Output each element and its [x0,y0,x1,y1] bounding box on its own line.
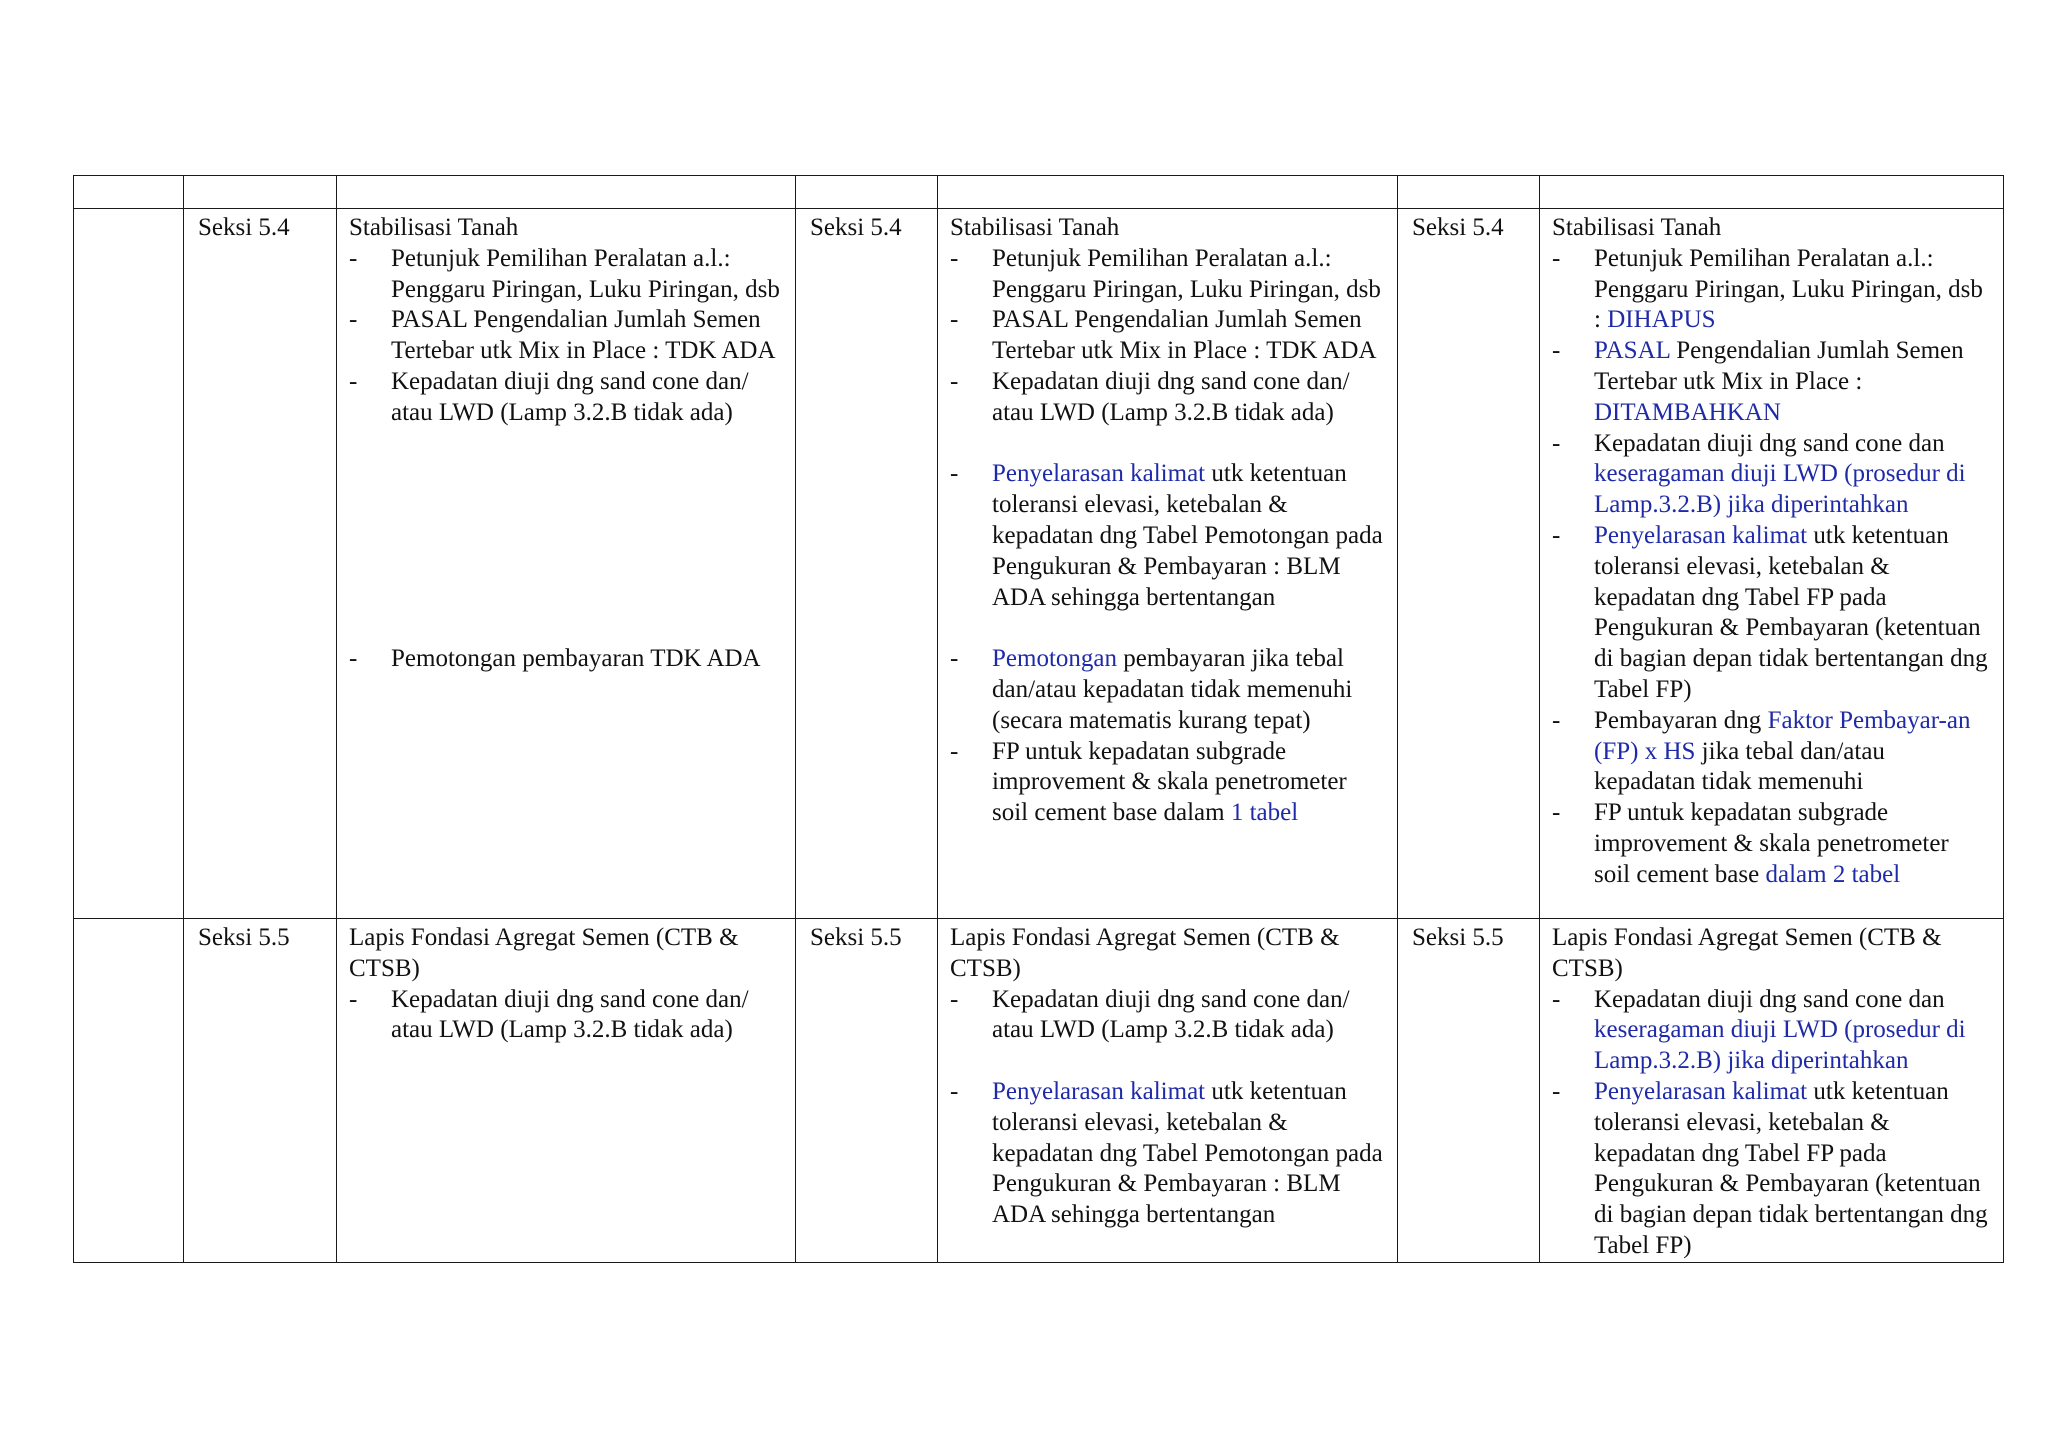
list-item: - Petunjuk Pemilihan Peralatan a.l.: Penggaru Piringan, Luku Piringan, dsb : DIHAPUS [1552,244,1983,334]
section-title: Stabilisasi Tanah [349,214,519,241]
table-cell [337,176,796,209]
list-item: - Kepadatan diuji dng sand cone dan/ atau LWD (Lamp 3.2.B tidak ada) [349,985,749,1044]
table-cell [74,176,184,209]
section-title: Lapis Fondasi Agregat Semen (CTB & CTSB) [950,924,1346,982]
list-item: - Kepadatan diuji dng sand cone dan keseragaman diuji LWD (prosedur di Lamp.3.2.B) jika diperintahkan [1552,985,1966,1075]
list-item: - Pemotongan pembayaran TDK ADA [349,645,761,673]
list-item: - PASAL Pengendalian Jumlah Semen Tertebar utk Mix in Place : TDK ADA [349,306,776,365]
section-number: Seksi 5.4 [796,209,938,919]
list-item: - Penyelarasan kalimat utk ketentuan toleransi elevasi, ketebalan & kepadatan dng Tabel FP pada Pengukuran & Pembayaran (ketentuan di bagian depan tidak bertentangan dng Tabel FP) [1552,521,1988,703]
comparison-table [73,175,2004,1263]
section-title: Lapis Fondasi Agregat Semen (CTB & CTSB) [349,924,745,982]
list-item: - Petunjuk Pemilihan Peralatan a.l.: Penggaru Piringan, Luku Piringan, dsb [349,244,780,303]
old-spec-cell [337,919,796,1263]
table-cell [938,176,1398,209]
draft-spec-cell [938,919,1398,1263]
table-cell [74,919,184,1263]
revised-spec-cell [1540,919,2004,1263]
list-item: - Penyelarasan kalimat utk ketentuan toleransi elevasi, ketebalan & kepadatan dng Tabel Pemotongan pada Pengukuran & Pembayaran : BLM ADA sehingga bertentangan [950,460,1383,611]
table-cell [1540,176,2004,209]
list-item: - Petunjuk Pemilihan Peralatan a.l.: Penggaru Piringan, Luku Piringan, dsb [950,244,1381,303]
old-spec-cell [337,209,796,919]
list-item: - Penyelarasan kalimat utk ketentuan toleransi elevasi, ketebalan & kepadatan dng Tabel Pemotongan pada Pengukuran & Pembayaran : BLM ADA sehingga bertentangan [950,1077,1383,1229]
table-row [74,919,2004,1263]
list-item: - Kepadatan diuji dng sand cone dan keseragaman diuji LWD (prosedur di Lamp.3.2.B) jika diperintahkan [1552,429,1966,519]
table-cell [796,176,938,209]
list-item: - Kepadatan diuji dng sand cone dan/ atau LWD (Lamp 3.2.B tidak ada) [349,367,749,426]
section-title: Stabilisasi Tanah [1552,214,1722,241]
list-item: - FP untuk kepadatan subgrade improvement & skala penetrometer soil cement base dalam 2 tabel [1552,799,1949,888]
table-header-row [74,176,2004,209]
section-number: Seksi 5.5 [796,919,938,1263]
section-number: Seksi 5.5 [184,919,337,1263]
list-item: - PASAL Pengendalian Jumlah Semen Tertebar utk Mix in Place : DITAMBAHKAN [1552,337,1964,426]
list-item: - FP untuk kepadatan subgrade improvement & skala penetrometer soil cement base dalam 1 tabel [950,737,1347,827]
table-row [74,209,2004,919]
section-number: Seksi 5.4 [184,209,337,919]
table-cell [1398,176,1540,209]
table-cell [74,209,184,919]
list-item: - Pemotongan pembayaran jika tebal dan/atau kepadatan tidak memenuhi (secara matematis kurang tepat) [950,645,1353,734]
draft-spec-cell [938,209,1398,919]
list-item: - Penyelarasan kalimat utk ketentuan toleransi elevasi, ketebalan & kepadatan dng Tabel FP pada Pengukuran & Pembayaran (ketentuan di bagian depan tidak bertentangan dng Tabel FP) [1552,1077,1988,1259]
section-title: Lapis Fondasi Agregat Semen (CTB & CTSB) [1552,924,1948,982]
revised-spec-cell [1540,209,2004,919]
section-number: Seksi 5.5 [1398,919,1540,1263]
section-title: Stabilisasi Tanah [950,214,1120,241]
section-number: Seksi 5.4 [1398,209,1540,919]
list-item: - Pembayaran dng Faktor Pembayar-an (FP) x HS jika tebal dan/atau kepadatan tidak memenuhi [1552,706,1971,796]
list-item: - Kepadatan diuji dng sand cone dan/ atau LWD (Lamp 3.2.B tidak ada) [950,985,1350,1044]
list-item: - PASAL Pengendalian Jumlah Semen Tertebar utk Mix in Place : TDK ADA [950,306,1377,365]
list-item: - Kepadatan diuji dng sand cone dan/ atau LWD (Lamp 3.2.B tidak ada) [950,367,1350,426]
table-cell [184,176,337,209]
